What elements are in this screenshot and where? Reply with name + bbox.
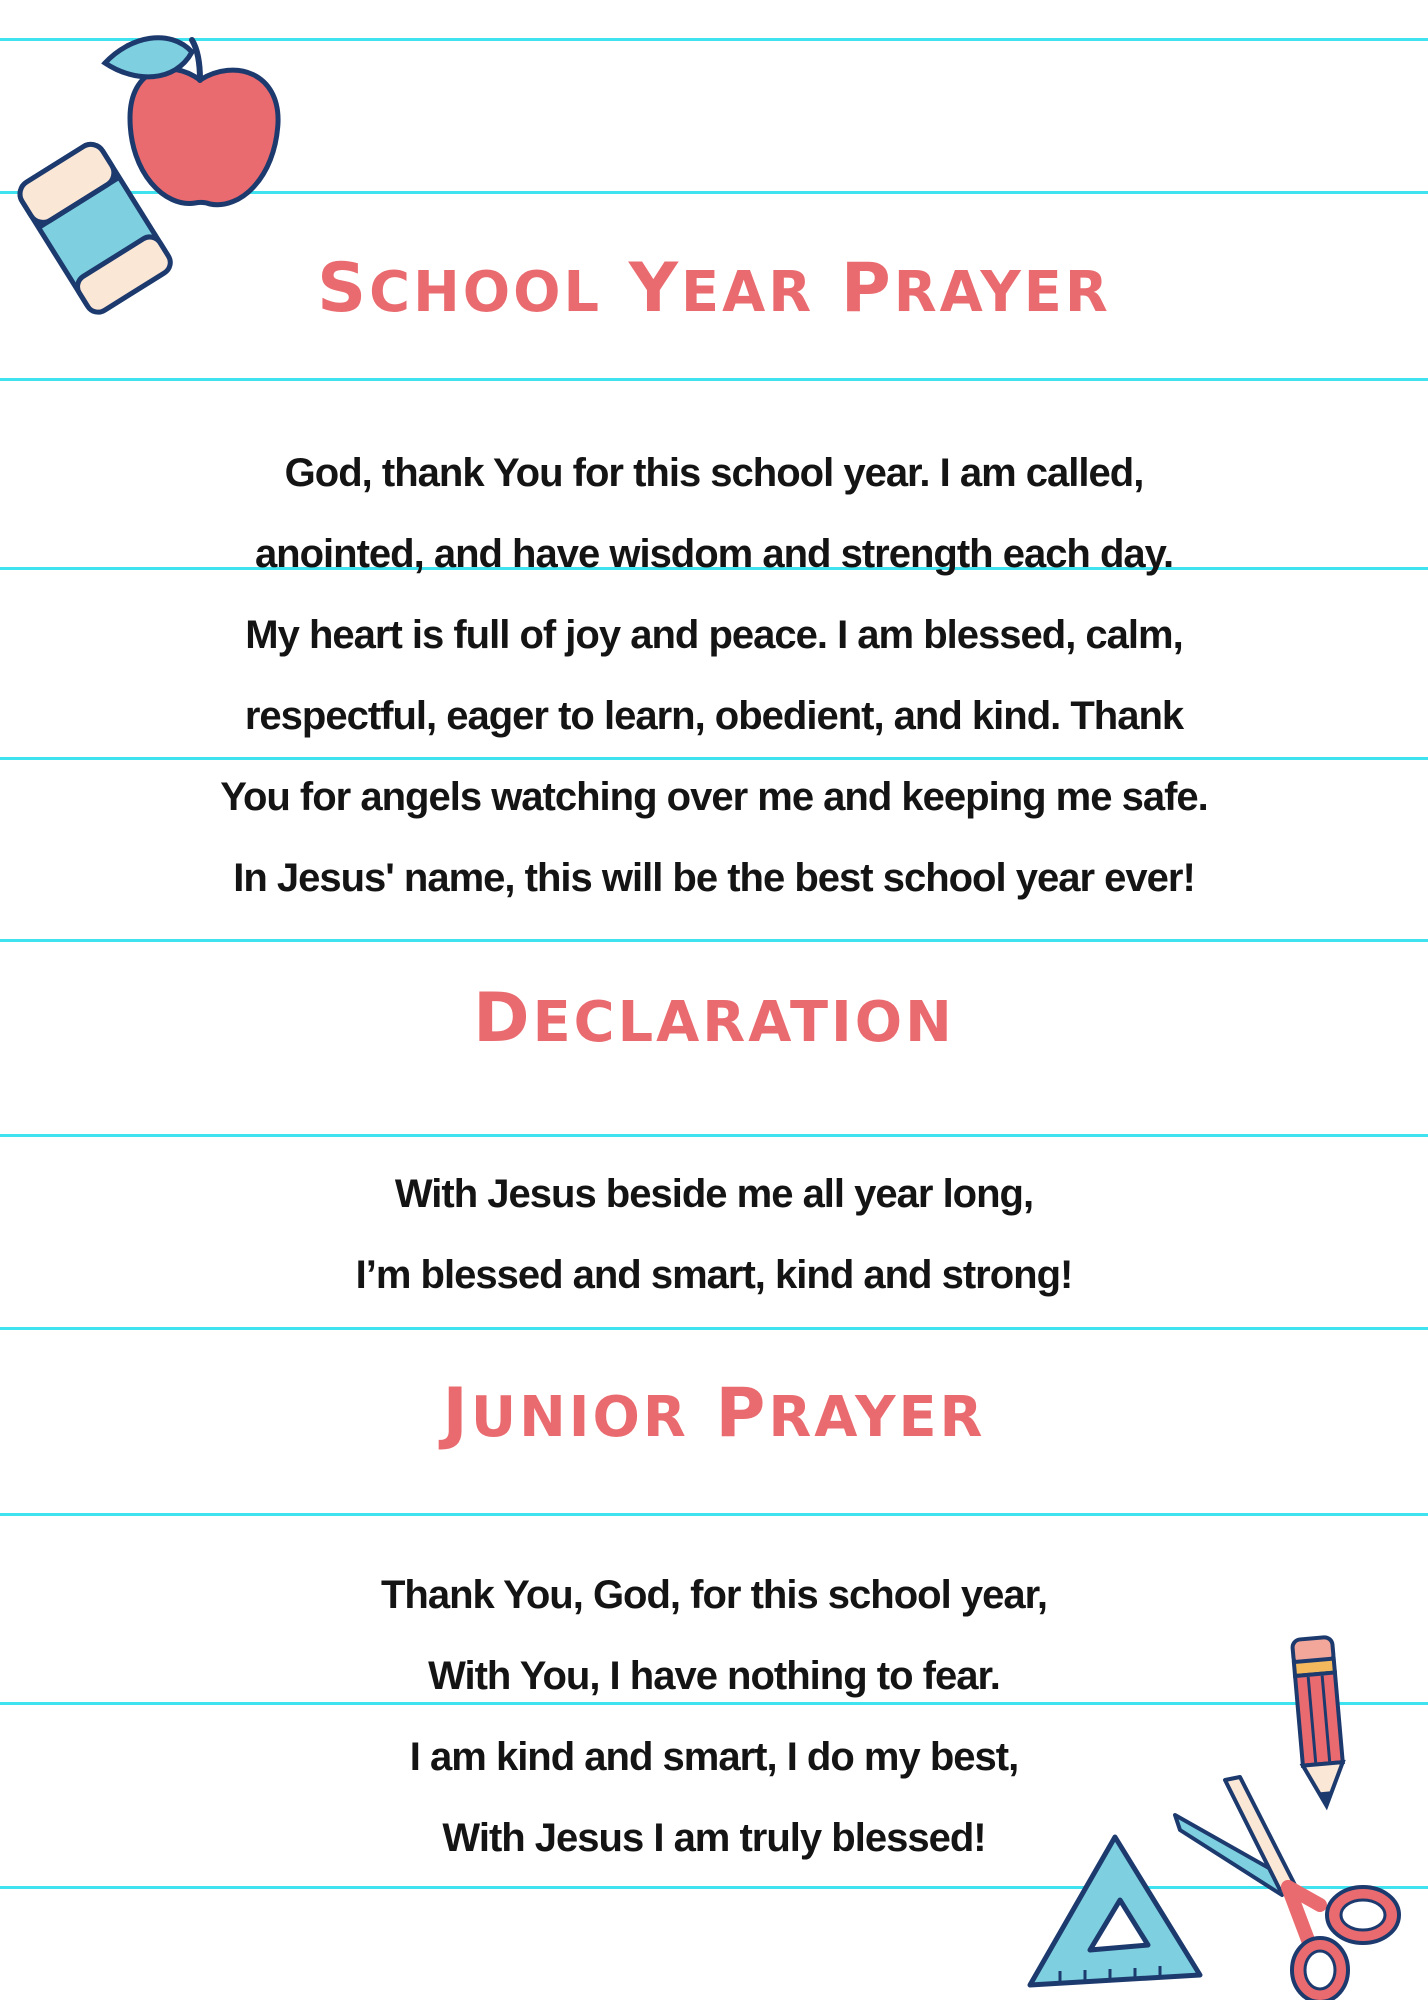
prayer-line: You for angels watching over me and keeping me safe. [220, 775, 1208, 819]
prayer-line: anointed, and have wisdom and strength each day. [254, 532, 1174, 576]
section-heading-junior-prayer: JUNIOR PRAYER [442, 1374, 986, 1453]
junior-prayer-line: Thank You, God, for this school year, [380, 1573, 1048, 1617]
declaration-line: I’m blessed and smart, kind and strong! [355, 1253, 1073, 1297]
rule-line [0, 1513, 1428, 1516]
scissors-icon [1170, 1775, 1420, 2000]
prayer-line: God, thank You for this school year. I am called, [284, 451, 1144, 495]
junior-prayer-line: With You, I have nothing to fear. [428, 1654, 1000, 1698]
rule-line [0, 939, 1428, 942]
prayer-line: My heart is full of joy and peace. I am blessed, calm, [245, 613, 1183, 657]
school-year-prayer-text [0, 433, 1428, 919]
apple-icon [100, 28, 300, 218]
rule-line [0, 1134, 1428, 1137]
section-heading-declaration: DECLARATION [473, 979, 955, 1058]
prayer-line: respectful, eager to learn, obedient, and kind. Thank [244, 694, 1184, 738]
declaration-text [0, 1154, 1428, 1316]
declaration-line: With Jesus beside me all year long, [394, 1172, 1034, 1216]
junior-prayer-line: I am kind and smart, I do my best, [409, 1735, 1019, 1779]
section-heading-school-year-prayer: SCHOOL YEAR PRAYER [317, 249, 1111, 328]
rule-line [0, 378, 1428, 381]
junior-prayer-line: With Jesus I am truly blessed! [442, 1816, 986, 1860]
rule-line [0, 1327, 1428, 1330]
prayer-line: In Jesus' name, this will be the best school year ever! [233, 856, 1195, 900]
